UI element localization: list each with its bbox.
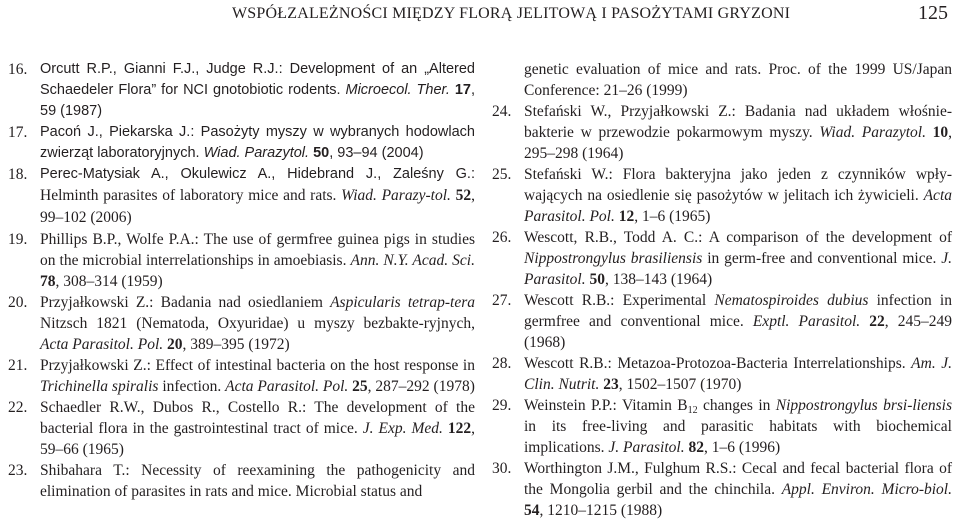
volume-number: 10	[932, 124, 949, 141]
reference-text: in germ-free and conventional mice.	[702, 250, 942, 267]
reference-entry	[8, 397, 475, 460]
reference-number: 22.	[8, 399, 28, 416]
italic-text: Exptl. Parasitol.	[752, 313, 861, 330]
reference-text: , 1502–1507 (1970)	[618, 376, 742, 393]
reference-text: , 138–143 (1964)	[604, 271, 713, 288]
reference-text: Phillips B.P., Wolfe P.A.: The use of germfree guinea pigs in studies on the microbial interrelationships in amoebiasis.	[40, 231, 475, 269]
reference-text: , 59 (1987)	[40, 82, 476, 119]
reference-text: Przyjałkowski Z.: Effect of intestinal bacteria on the host response in	[40, 357, 475, 374]
references-right-column	[492, 59, 952, 521]
reference-text: infection in germfree and conventional mice.	[524, 292, 952, 330]
reference-text: Pacoń J., Piekarska J.: Pasożyty myszy w wybranych hodowlach zwierząt laboratoryjnych.	[40, 124, 475, 161]
reference-text: Wescott, R.B., Todd A. C.: A comparison of the development of	[524, 229, 952, 246]
reference-number: 23.	[8, 462, 28, 479]
reference-number: 20.	[8, 294, 28, 311]
reference-text: Nitzsch 1821 (Nematoda, Oxyuridae) u myszy bezbakte-ryjnych,	[40, 315, 475, 332]
references-left-column	[8, 59, 475, 502]
reference-text: Weinstein P.P.: Vitamin B	[524, 397, 688, 414]
italic-text: J. Parasitol.	[608, 439, 685, 456]
reference-number: 17.	[8, 124, 28, 141]
reference-text: Worthington J.M., Fulghum R.S.: Cecal and fecal bacterial flora of the Mongolia gerbil and the chinchila.	[524, 460, 952, 498]
reference-entry	[492, 59, 952, 101]
reference-entry	[8, 292, 475, 355]
reference-entry	[492, 290, 952, 353]
reference-number: 30.	[492, 460, 512, 477]
volume-number: 52	[455, 187, 472, 204]
italic-text: Nematospiroides dubius	[714, 292, 869, 309]
volume-number: 50	[313, 145, 330, 161]
reference-text: in its free-living and parasitic habitats with biochemical implications.	[524, 418, 952, 456]
reference-number: 25.	[492, 166, 512, 183]
reference-text: Wescott R.B.: Experimental	[524, 292, 715, 309]
reference-text: , 389–395 (1972)	[182, 336, 290, 353]
reference-number: 16.	[8, 61, 28, 78]
reference-entry	[492, 353, 952, 395]
volume-number: 22	[869, 313, 885, 330]
volume-number: 50	[589, 271, 605, 288]
reference-number: 29.	[492, 397, 512, 414]
reference-text: , 1–6 (1996)	[703, 439, 781, 456]
running-title: WSPÓŁZALEŻNOŚCI MIĘDZY FLORĄ JELITOWĄ I PASOŻYTAMI GRYZONI	[232, 5, 791, 22]
reference-text: , 287–292 (1978)	[367, 378, 475, 395]
subscript: 12	[687, 405, 698, 416]
italic-text: Nippostrongylus brsi-liensis	[775, 397, 952, 414]
volume-number: 23	[603, 376, 619, 393]
reference-entry	[492, 164, 952, 227]
reference-entry	[8, 460, 475, 502]
reference-text: , 99–102 (2006)	[40, 187, 475, 226]
reference-text: Helminth parasites of laboratory mice and rats.	[40, 187, 342, 204]
volume-number: 78	[40, 273, 56, 290]
reference-text: , 93–94 (2004)	[329, 145, 424, 161]
italic-text: Trichinella spiralis	[40, 378, 159, 395]
reference-number: 27.	[492, 292, 512, 309]
reference-text: Shibahara T.: Necessity of reexamining the pathogenicity and elimination of parasites in rats and mice. Microbial status and	[40, 462, 475, 500]
reference-entry	[492, 395, 952, 458]
italic-text: Aspicularis tetrap-tera	[330, 294, 475, 311]
volume-number: 122	[447, 420, 472, 437]
reference-text: Schaedler R.W., Dubos R., Costello R.: The development of the bacterial flora in the gastrointestinal tract of mice.	[40, 399, 475, 437]
reference-text: Stefański W., Przyjałkowski Z.: Badania nad układem włośnie-bakterie w przewodzie pokarmowym myszy.	[524, 103, 952, 141]
reference-number: 28.	[492, 355, 512, 372]
italic-text: Am. J. Clin. Nutrit.	[524, 355, 952, 393]
volume-number: 82	[688, 439, 704, 456]
italic-text: J. Exp. Med.	[362, 420, 443, 437]
reference-text: Orcutt R.P., Gianni F.J., Judge R.J.: Development of an „Altered Schaedeler Flora” for NCI gnotobiotic rodents.	[40, 61, 475, 98]
reference-number: 24.	[492, 103, 512, 120]
reference-entry	[8, 164, 475, 229]
italic-text: Nippostrongylus brasiliensis	[524, 250, 703, 267]
reference-text: Wescott R.B.: Metazoa-Protozoa-Bacteria Interrelationships.	[524, 355, 912, 372]
italic-text: Acta Parasitol. Pol.	[40, 336, 164, 353]
italic-text: Wiad. Parazytol.	[819, 124, 926, 141]
reference-text: genetic evaluation of mice and rats. Proc. of the 1999 US/Japan Conference: 21–26 (1999)	[524, 61, 952, 99]
reference-text: , 1–6 (1965)	[634, 208, 711, 225]
italic-text: Ann. N.Y. Acad. Sci.	[350, 252, 475, 269]
page-number: 125	[918, 2, 948, 24]
volume-number: 54	[524, 502, 540, 519]
reference-entry	[492, 458, 952, 521]
reference-text: , 1210–1215 (1988)	[539, 502, 663, 519]
reference-text: , 245–249 (1968)	[524, 313, 952, 351]
reference-text	[926, 124, 933, 141]
italic-text: Wiad. Parazy-tol.	[341, 187, 451, 204]
volume-number: 12	[618, 208, 635, 225]
italic-text: Acta Parasitol. Pol.	[225, 378, 349, 395]
reference-text: Perec-Matysiak A., Okulewicz A., Hidebrand J., Zaleśny G.:	[40, 166, 475, 182]
reference-entry	[492, 227, 952, 290]
reference-entry	[8, 355, 475, 397]
reference-text: Stefański W.: Flora bakteryjna jako jeden z czynników wpły-wających na osiedlenie się pasożytów w jelitach ich żywicieli.	[524, 166, 952, 204]
reference-text: , 308–314 (1959)	[55, 273, 163, 290]
italic-text: J. Parasitol.	[524, 250, 952, 288]
reference-entry	[8, 122, 475, 164]
reference-text: infection.	[158, 378, 226, 395]
reference-number: 26.	[492, 229, 512, 246]
italic-text: Wiad. Parazytol.	[203, 145, 310, 161]
reference-entry	[8, 59, 475, 122]
reference-text: , 59–66 (1965)	[40, 420, 475, 458]
volume-number: 20	[167, 336, 183, 353]
volume-number: 17	[454, 82, 471, 98]
italic-text: Appl. Environ. Micro-biol.	[781, 481, 952, 498]
italic-text: Acta Parasitol. Pol.	[524, 187, 952, 225]
reference-entry	[8, 229, 475, 292]
reference-text: changes in	[697, 397, 776, 414]
volume-number: 25	[352, 378, 368, 395]
reference-text: , 295–298 (1964)	[524, 124, 953, 162]
reference-number: 18.	[8, 166, 28, 183]
reference-entry	[492, 101, 952, 164]
page-header	[0, 0, 959, 40]
reference-number: 19.	[8, 231, 28, 248]
reference-text	[860, 313, 869, 330]
reference-number: 21.	[8, 357, 28, 374]
italic-text: Microecol. Ther.	[345, 82, 450, 98]
reference-text: Przyjałkowski Z.: Badania nad osiedlaniem	[40, 294, 331, 311]
